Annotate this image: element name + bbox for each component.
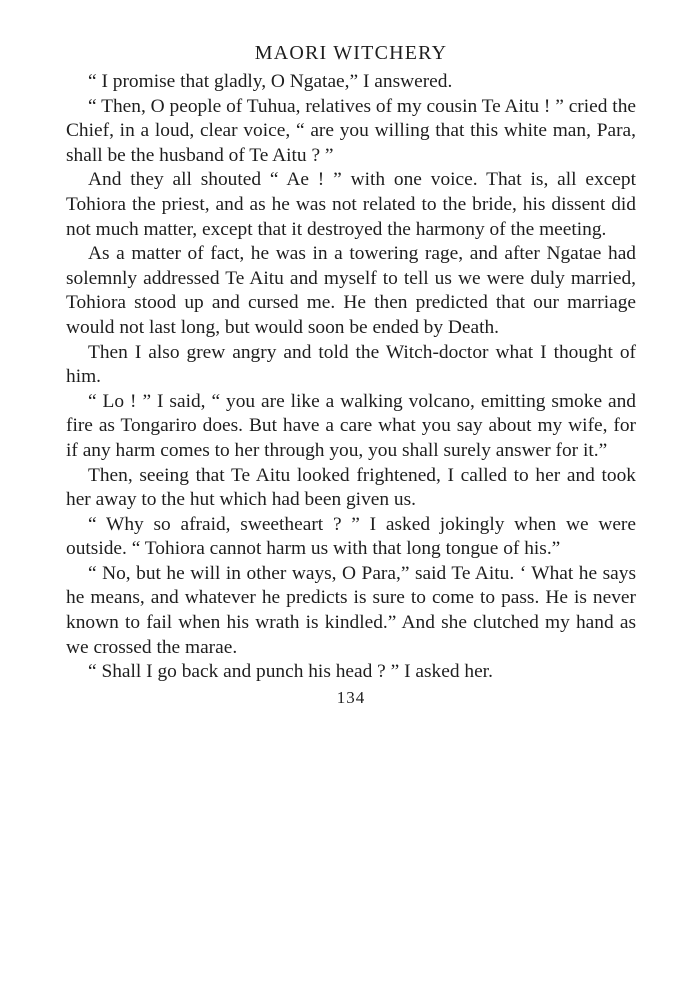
- running-head: MAORI WITCHERY: [254, 42, 448, 64]
- paragraph: As a matter of fact, he was in a towering rage, and after Ngatae had solemnly addressed Te Aitu and myself to tell us we were duly married, Tohiora stood up and cursed me. He then predicted that our marriage would not last long, but would soon be ended by Death.: [66, 243, 636, 338]
- paragraph: “ Why so afraid, sweetheart ? ” I asked jokingly when we were outside. “ Tohiora cannot harm us with that long tongue of his.”: [66, 513, 636, 560]
- paragraph: Then I also grew angry and told the Witch-doctor what I thought of him.: [66, 341, 636, 388]
- paragraph: Then, seeing that Te Aitu looked frightened, I called to her and took her away to the hut which had been given us.: [66, 464, 636, 511]
- paragraph: “ Lo ! ” I said, “ you are like a walking volcano, emitting smoke and fire as Tongariro does. But have a care what you say about my wife, for if any harm comes to her through you, you shall surely answer for it.”: [66, 390, 636, 461]
- book-page: [66, 40, 636, 709]
- paragraph: “ Then, O people of Tuhua, relatives of my cousin Te Aitu ! ” cried the Chief, in a loud, clear voice, “ are you willing that this white man, Para, shall be the husband of Te Aitu ? ”: [66, 95, 636, 166]
- paragraph: And they all shouted “ Ae ! ” with one voice. That is, all except Tohiora the priest, and as he was not related to the bride, his dissent did not much matter, except that it destroyed the harmony of the meeting.: [66, 169, 636, 240]
- paragraph: “ No, but he will in other ways, O Para,” said Te Aitu. ‘ What he says he means, and whatever he predicts is sure to come to pass. He is never known to fail when his wrath is kindled.” And she clutched my hand as we crossed the marae.: [66, 562, 636, 658]
- page-number: 134: [336, 687, 366, 707]
- paragraph: “ I promise that gladly, O Ngatae,” I answered.: [88, 71, 453, 92]
- paragraph: “ Shall I go back and punch his head ? ” I asked her.: [88, 661, 493, 683]
